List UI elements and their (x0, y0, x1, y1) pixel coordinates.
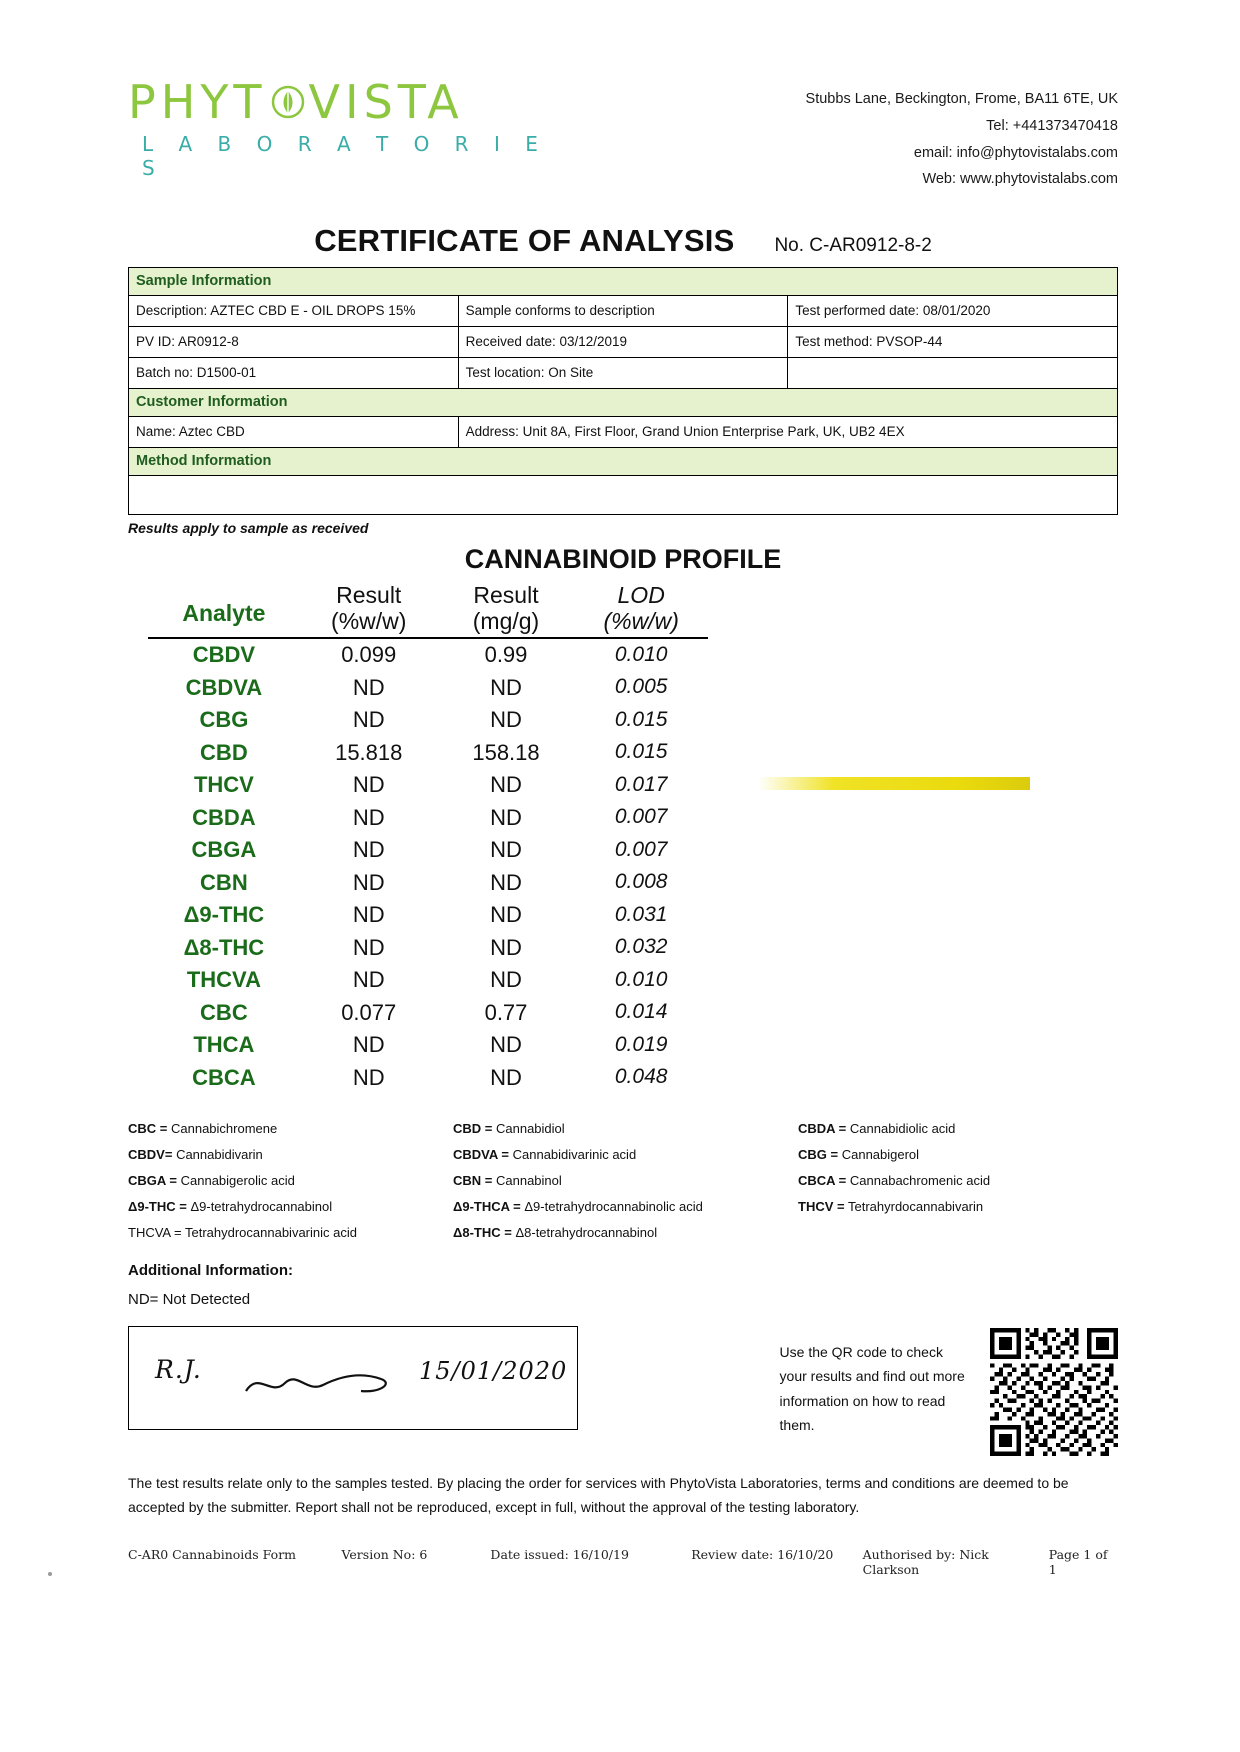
result-mgg: ND (490, 934, 522, 960)
cannabinoid-profile-title: CANNABINOID PROFILE (464, 544, 782, 575)
test-method: Test method: PVSOP-44 (788, 327, 1118, 358)
nd-note: ND= Not Detected (128, 1290, 251, 1308)
result-pct: ND (352, 674, 385, 700)
analyte-name: CBDA (192, 804, 256, 830)
abbreviation-value: Cannabidiol (496, 1120, 565, 1136)
column-header-result-pct (300, 581, 438, 638)
pv-id: PV ID: AR0912-8 (129, 327, 459, 358)
logo-wordmark (128, 75, 578, 129)
signature-box (128, 1326, 578, 1430)
column-header-lod-line2: (%w/w) (603, 608, 679, 635)
abbreviation-value: Cannabidiolic acid (849, 1120, 956, 1136)
sample-description: Description: AZTEC CBD E - OIL DROPS 15% (129, 296, 459, 327)
analyte-name: Δ9-THC (183, 902, 265, 928)
abbreviations (128, 1116, 1118, 1246)
cbd-highlight-marker (758, 777, 1030, 790)
result-pct: ND (352, 869, 385, 895)
abbreviation-key: CBD = (453, 1120, 493, 1136)
table-row (148, 704, 708, 737)
abbreviations-column-3 (798, 1116, 1118, 1246)
table-row (129, 327, 1118, 358)
method-information-body (129, 476, 1118, 515)
abbreviation-item (453, 1194, 798, 1220)
abbreviation-value: Cannabigerol (841, 1146, 920, 1162)
page-footer (128, 1547, 1118, 1577)
footer-form: C-AR0 Cannabinoids Form (128, 1547, 297, 1563)
table-row (129, 476, 1118, 515)
document-title-row (128, 223, 1118, 259)
qr-instructions: Use the QR code to check your results and find out more information on how to read them. (779, 1343, 965, 1434)
table-row (148, 671, 708, 704)
abbreviation-value: Δ8-tetrahydrocannabinol (515, 1224, 658, 1240)
table-row (148, 769, 708, 802)
abbreviation-item (798, 1194, 1118, 1220)
abbreviation-value: Tetrahyrdocannabivarin (847, 1198, 984, 1214)
abbreviation-item (128, 1220, 453, 1246)
analyte-name: CBDVA (185, 674, 263, 700)
abbreviation-value: Cannabigerolic acid (180, 1172, 295, 1188)
table-row (148, 1029, 708, 1062)
lod-value: 0.007 (614, 805, 668, 829)
page-header (128, 70, 1118, 193)
result-pct: 15.818 (335, 739, 403, 765)
contact-tel: Tel: +441373470418 (986, 117, 1118, 134)
signature-mark (241, 1363, 411, 1403)
footer-review-date: Review date: 16/10/20 (691, 1547, 834, 1563)
abbreviation-key: CBDV= (128, 1146, 173, 1162)
logo-text-part2: VISTA (308, 75, 464, 129)
contact-email: email: info@phytovistalabs.com (913, 144, 1118, 161)
analyte-name: CBN (200, 869, 248, 895)
result-pct: ND (352, 1032, 385, 1058)
logo-subtitle: L A B O R A T O R I E S (142, 132, 548, 181)
abbreviation-value: Δ9-tetrahydrocannabinolic acid (524, 1198, 703, 1214)
result-pct: ND (352, 707, 385, 733)
result-mgg: 0.99 (484, 642, 528, 668)
qr-code-icon (990, 1326, 1118, 1456)
column-header-result-mgg-line2: (mg/g) (472, 608, 540, 635)
analyte-name: THCA (193, 1032, 255, 1058)
lod-value: 0.015 (614, 740, 668, 764)
result-mgg: ND (490, 967, 522, 993)
result-mgg: ND (490, 772, 522, 798)
result-pct: ND (352, 837, 385, 863)
additional-information-heading: Additional Information: (128, 1261, 293, 1279)
abbreviation-item (453, 1116, 798, 1142)
batch-no: Batch no: D1500-01 (129, 358, 459, 389)
result-pct: ND (352, 1064, 385, 1090)
table-row (148, 866, 708, 899)
analyte-name: CBCA (192, 1064, 256, 1090)
result-pct: ND (352, 772, 385, 798)
test-performed-date: Test performed date: 08/01/2020 (788, 296, 1118, 327)
signature-initials: R.J. (155, 1354, 202, 1384)
abbreviation-value: Δ9-tetrahydrocannabinol (190, 1198, 333, 1214)
lod-value: 0.015 (614, 707, 668, 731)
abbreviation-value: Tetrahydrocannabivarinic acid (184, 1224, 357, 1240)
abbreviation-key: THCVA = (128, 1224, 182, 1240)
contact-web: Web: www.phytovistalabs.com (922, 171, 1118, 188)
method-information-heading: Method Information (129, 448, 1118, 476)
abbreviation-key: Δ9-THC = (128, 1198, 187, 1214)
result-mgg: ND (490, 902, 522, 928)
abbreviation-item (798, 1116, 1118, 1142)
result-pct: ND (352, 967, 385, 993)
abbreviations-column-2 (453, 1116, 798, 1246)
lod-value: 0.014 (614, 1000, 668, 1024)
result-pct: 0.077 (341, 999, 397, 1025)
abbreviation-item (798, 1168, 1118, 1194)
result-mgg: 0.77 (484, 999, 528, 1025)
abbreviation-item (128, 1142, 453, 1168)
results-note: Results apply to sample as received (128, 520, 369, 537)
scan-artifact-dot (48, 1572, 52, 1576)
result-mgg: ND (490, 1064, 522, 1090)
abbreviation-key: CBDA = (798, 1120, 847, 1136)
analyte-name: CBD (200, 739, 248, 765)
empty-cell (788, 358, 1118, 389)
result-pct: ND (352, 804, 385, 830)
result-mgg: ND (490, 674, 522, 700)
table-row (129, 417, 1118, 448)
table-header-row (148, 581, 708, 638)
footer-date-issued: Date issued: 16/10/19 (490, 1547, 629, 1563)
footer-page-number: Page 1 of 1 (1048, 1547, 1108, 1578)
analyte-name: THCVA (186, 967, 261, 993)
lod-value: 0.019 (614, 1032, 668, 1056)
column-header-result-mgg-line1: Result (473, 582, 539, 609)
abbreviation-key: Δ8-THC = (453, 1224, 512, 1240)
cannabinoid-profile-wrap (148, 581, 708, 1094)
lod-value: 0.032 (614, 935, 668, 959)
column-header-analyte: Analyte (148, 581, 300, 638)
sample-information-table (128, 267, 1118, 515)
result-mgg: ND (490, 1032, 522, 1058)
column-header-result-pct-line1: Result (336, 582, 402, 609)
abbreviation-key: CBCA = (798, 1172, 847, 1188)
contact-address: Stubbs Lane, Beckington, Frome, BA11 6TE, UK (805, 91, 1118, 107)
sample-information-heading: Sample Information (129, 268, 1118, 296)
lod-value: 0.010 (614, 642, 668, 666)
cannabinoid-profile-table (148, 581, 708, 1094)
abbreviation-item (453, 1168, 798, 1194)
abbreviation-item (453, 1142, 798, 1168)
logo-text-part1: PHYT (128, 75, 267, 129)
abbreviation-item (128, 1194, 453, 1220)
abbreviation-key: CBG = (798, 1146, 839, 1162)
abbreviation-key: Δ9-THCA = (453, 1198, 521, 1214)
signature-row (128, 1326, 1118, 1456)
abbreviation-item (453, 1220, 798, 1246)
table-row (148, 931, 708, 964)
lod-value: 0.005 (614, 675, 668, 699)
sample-conforms: Sample conforms to description (458, 296, 788, 327)
footer-version: Version No: 6 (341, 1547, 428, 1563)
received-date: Received date: 03/12/2019 (458, 327, 788, 358)
abbreviation-item (128, 1116, 453, 1142)
table-row (148, 1061, 708, 1094)
test-location: Test location: On Site (458, 358, 788, 389)
table-row (148, 899, 708, 932)
abbreviation-value: Cannabachromenic acid (849, 1172, 991, 1188)
cannabinoid-profile-body (148, 638, 708, 1094)
abbreviation-key: CBDVA = (453, 1146, 509, 1162)
page-title: CERTIFICATE OF ANALYSIS (314, 223, 735, 259)
result-pct: ND (352, 902, 385, 928)
abbreviation-item (798, 1142, 1118, 1168)
footer-authorised: Authorised by: Nick Clarkson (862, 1547, 989, 1578)
result-pct: 0.099 (341, 642, 397, 668)
abbreviation-value: Cannabichromene (171, 1120, 278, 1136)
abbreviation-value: Cannabidivarin (176, 1146, 263, 1162)
customer-information-heading: Customer Information (129, 389, 1118, 417)
customer-information-heading-row (129, 389, 1118, 417)
legal-disclaimer: The test results relate only to the samples tested. By placing the order for services with PhytoVista Laboratories, terms and conditions are deemed to be accepted by the submitter. Report shall not be reproduced, except in full, without the approval of the testing laboratory. (128, 1474, 1069, 1515)
analyte-name: Δ8-THC (183, 934, 265, 960)
abbreviation-value: Cannabidivarinic acid (512, 1146, 637, 1162)
analyte-name: CBGA (191, 837, 257, 863)
table-row (129, 296, 1118, 327)
result-mgg: ND (490, 869, 522, 895)
result-mgg: 158.18 (472, 739, 540, 765)
column-header-result-pct-line2: (%w/w) (331, 608, 407, 635)
analyte-name: CBDV (192, 642, 256, 668)
table-row (148, 964, 708, 997)
table-row (148, 736, 708, 769)
table-row (148, 638, 708, 672)
result-mgg: ND (490, 707, 522, 733)
company-contact (806, 70, 1118, 193)
signature-date: 15/01/2020 (419, 1356, 568, 1385)
abbreviation-key: CBC = (128, 1120, 168, 1136)
method-information-heading-row (129, 448, 1118, 476)
table-row (148, 834, 708, 867)
result-pct: ND (352, 934, 385, 960)
lod-value: 0.048 (614, 1065, 668, 1089)
column-header-lod (574, 581, 708, 638)
lod-value: 0.008 (614, 870, 668, 894)
abbreviation-key: CBGA = (128, 1172, 177, 1188)
customer-name: Name: Aztec CBD (129, 417, 459, 448)
analyte-name: CBG (199, 707, 249, 733)
certificate-number: No. C-AR0912-8-2 (774, 235, 932, 257)
abbreviation-key: THCV = (798, 1198, 845, 1214)
company-logo (128, 70, 578, 180)
table-row (148, 996, 708, 1029)
customer-address: Address: Unit 8A, First Floor, Grand Union Enterprise Park, UK, UB2 4EX (458, 417, 1117, 448)
lod-value: 0.031 (614, 902, 668, 926)
lod-value: 0.007 (614, 837, 668, 861)
abbreviation-item (128, 1168, 453, 1194)
lod-value: 0.010 (614, 967, 668, 991)
leaf-icon (268, 82, 308, 122)
table-row (148, 801, 708, 834)
abbreviations-column-1 (128, 1116, 453, 1246)
analyte-name: CBC (200, 999, 248, 1025)
abbreviation-value: Cannabinol (496, 1172, 562, 1188)
abbreviation-key: CBN = (453, 1172, 493, 1188)
lod-value: 0.017 (614, 772, 668, 796)
table-row (129, 358, 1118, 389)
column-header-result-mgg (438, 581, 575, 638)
result-mgg: ND (490, 804, 522, 830)
analyte-name: THCV (193, 772, 254, 798)
result-mgg: ND (490, 837, 522, 863)
sample-information-heading-row (129, 268, 1118, 296)
column-header-lod-line1: LOD (617, 582, 665, 609)
